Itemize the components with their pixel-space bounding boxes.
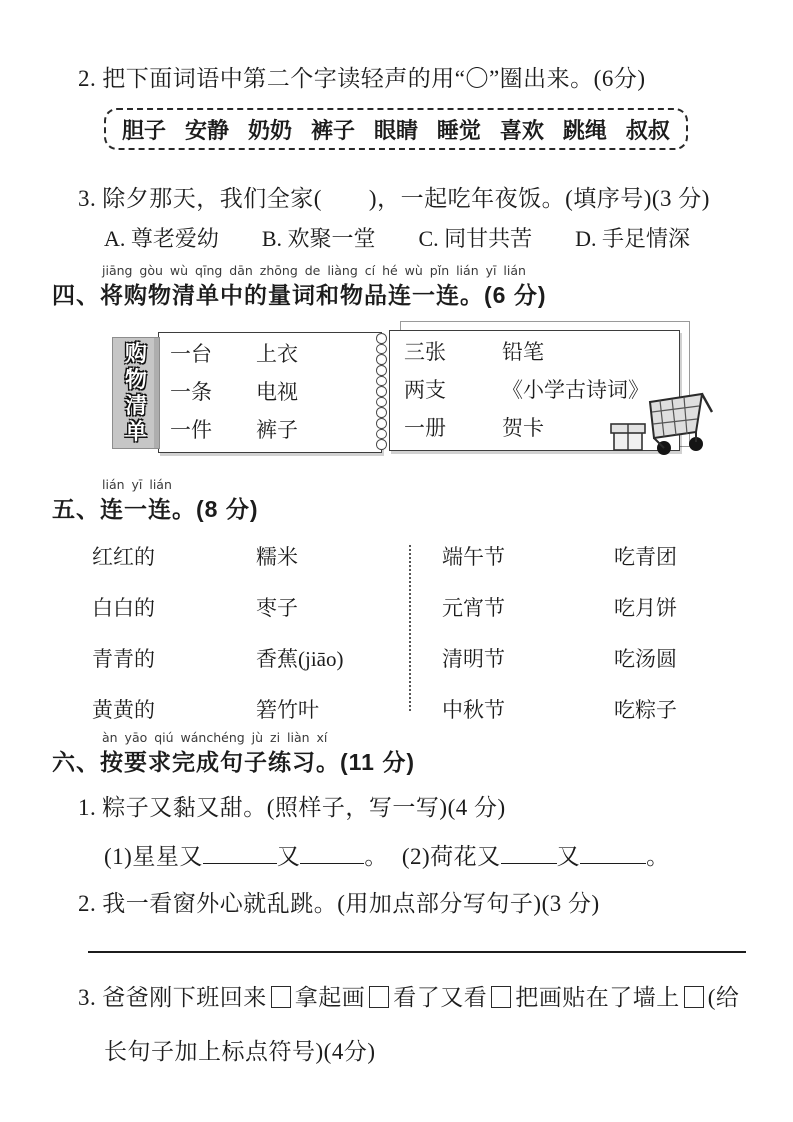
- match-item: 白白的: [92, 596, 155, 620]
- fill-blank: [203, 840, 277, 864]
- banner-char: 清: [124, 393, 147, 418]
- list-left-rows: [170, 334, 370, 448]
- sentence-segment: 看了又看: [393, 985, 488, 1010]
- match-item: 黄黄的: [92, 698, 155, 722]
- q3-option-a: A. 尊老爱幼: [104, 226, 219, 251]
- match-item: 清明节: [442, 647, 505, 671]
- q6-item-1-blanks: [104, 838, 670, 871]
- item-word: 裤子: [256, 418, 298, 442]
- q6-item-1: [78, 789, 506, 822]
- q6-item-1-text: 粽子又黏又甜。(照样子，写一写)(4 分): [102, 795, 506, 820]
- q5-title: 五、连一连。(8 分): [52, 496, 259, 522]
- banner-char: 单: [124, 419, 147, 444]
- blank-text: 又: [276, 844, 301, 869]
- shopping-list-banner: [112, 337, 160, 449]
- q2-word: 叔叔: [625, 117, 670, 143]
- match-item: 吃月饼: [614, 596, 677, 620]
- blank-text: 。: [646, 844, 670, 869]
- gift-box-icon: [611, 424, 645, 450]
- q6-item-3-line-1: [78, 979, 739, 1012]
- blank-text: (2)荷花又: [401, 844, 501, 869]
- sentence-segment: 爸爸刚下班回来: [102, 985, 267, 1010]
- q6-item-3-line-2: 长句子加上标点符号)(4分): [104, 1039, 376, 1064]
- match-item: 红红的: [92, 545, 155, 569]
- q2-word: 跳绳: [562, 117, 607, 143]
- item-word: 上衣: [256, 342, 298, 366]
- match-item: 青青的: [92, 647, 155, 671]
- measure-word: 一台: [170, 342, 212, 366]
- item-word: 《小学古诗词》: [502, 378, 649, 402]
- item-word: 电视: [256, 380, 298, 404]
- question-2-text: 把下面词语中第二个字读轻声的用“〇”圈出来。(6分): [102, 66, 646, 91]
- q2-word: 裤子: [310, 117, 355, 143]
- list-row: [170, 376, 370, 406]
- q3-option-d: D. 手足情深: [575, 226, 690, 251]
- q5-divider: [409, 545, 411, 711]
- q6-item-2: [78, 885, 600, 918]
- punctuation-box: [271, 986, 291, 1008]
- shopping-cart-icon: [606, 386, 718, 463]
- sentence-segment: 把画贴在了墙上: [515, 985, 680, 1010]
- q2-word: 眼睛: [373, 117, 418, 143]
- q5-col-foods: [614, 541, 677, 724]
- match-item: 元宵节: [442, 596, 505, 620]
- q5-col-adjectives: [92, 541, 155, 724]
- fill-blank: [580, 840, 646, 864]
- q2-word: 胆子: [122, 117, 167, 143]
- item-word: 贺卡: [502, 416, 544, 440]
- q6-item-2-number: 2.: [78, 891, 97, 916]
- match-item: 吃粽子: [614, 698, 677, 722]
- match-item: 枣子: [256, 596, 298, 620]
- measure-word: 一册: [404, 416, 446, 440]
- sentence-tail: (给: [707, 985, 740, 1010]
- match-item: 箬竹叶: [256, 698, 319, 722]
- sentence-segment: 拿起画: [294, 985, 366, 1010]
- measure-word: 一件: [170, 418, 212, 442]
- blank-text: (1)星星又: [104, 844, 203, 869]
- q6-item-3-number: 3.: [78, 985, 97, 1010]
- q4-title: 四、将购物清单中的量词和物品连一连。(6 分): [52, 282, 547, 308]
- list-row: [170, 338, 370, 368]
- q3-options: [104, 222, 690, 253]
- measure-word: 两支: [404, 378, 446, 402]
- q5-col-festivals: [442, 541, 505, 724]
- q2-word: 奶奶: [247, 117, 292, 143]
- punctuation-box: [491, 986, 511, 1008]
- question-2: [78, 60, 646, 93]
- list-row: [404, 336, 676, 366]
- match-item: 吃汤圆: [614, 647, 677, 671]
- list-spiral-binding: [376, 333, 387, 450]
- list-row: [170, 414, 370, 444]
- measure-word: 一条: [170, 380, 212, 404]
- q2-word: 安静: [184, 117, 229, 143]
- q6-item-2-text: 我一看窗外心就乱跳。(用加点部分写句子)(3 分): [102, 891, 600, 916]
- punctuation-box: [369, 986, 389, 1008]
- blank-text: 。: [364, 844, 388, 869]
- banner-char: 物: [124, 367, 147, 392]
- q5-col-nouns: [256, 541, 343, 724]
- q3-option-b: B. 欢聚一堂: [261, 226, 376, 251]
- question-3-text: 除夕那天，我们全家( )，一起吃年夜饭。(填序号)(3 分): [102, 186, 710, 211]
- fill-blank: [300, 840, 364, 864]
- punctuation-box: [684, 986, 704, 1008]
- q6-item-1-number: 1.: [78, 795, 97, 820]
- q2-word: 喜欢: [499, 117, 544, 143]
- q5-pinyin: lián yī lián: [102, 477, 172, 492]
- q2-word: 睡觉: [436, 117, 481, 143]
- match-item: 中秋节: [442, 698, 505, 722]
- answer-line: [88, 951, 746, 953]
- match-item: 吃青团: [614, 545, 677, 569]
- question-2-number: 2.: [78, 66, 97, 91]
- question-3: [78, 180, 710, 213]
- q4-pinyin: jiāng gòu wù qīng dān zhōng de liàng cí hé wù pǐn lián yī lián: [102, 263, 526, 278]
- q6-pinyin: àn yāo qiú wánchéng jù zi liàn xí: [102, 730, 328, 745]
- q3-option-c: C. 同甘共苦: [418, 226, 533, 251]
- match-item: 糯米: [256, 545, 298, 569]
- blank-text: 又: [556, 844, 581, 869]
- item-word: 铅笔: [502, 340, 544, 364]
- fill-blank: [501, 840, 557, 864]
- match-item: 端午节: [442, 545, 505, 569]
- question-3-number: 3.: [78, 186, 97, 211]
- measure-word: 三张: [404, 340, 446, 364]
- banner-char: 购: [124, 341, 147, 366]
- q2-word-box: [104, 108, 688, 150]
- match-item: 香蕉(jiāo): [256, 647, 344, 671]
- q6-title: 六、按要求完成句子练习。(11 分): [52, 749, 416, 775]
